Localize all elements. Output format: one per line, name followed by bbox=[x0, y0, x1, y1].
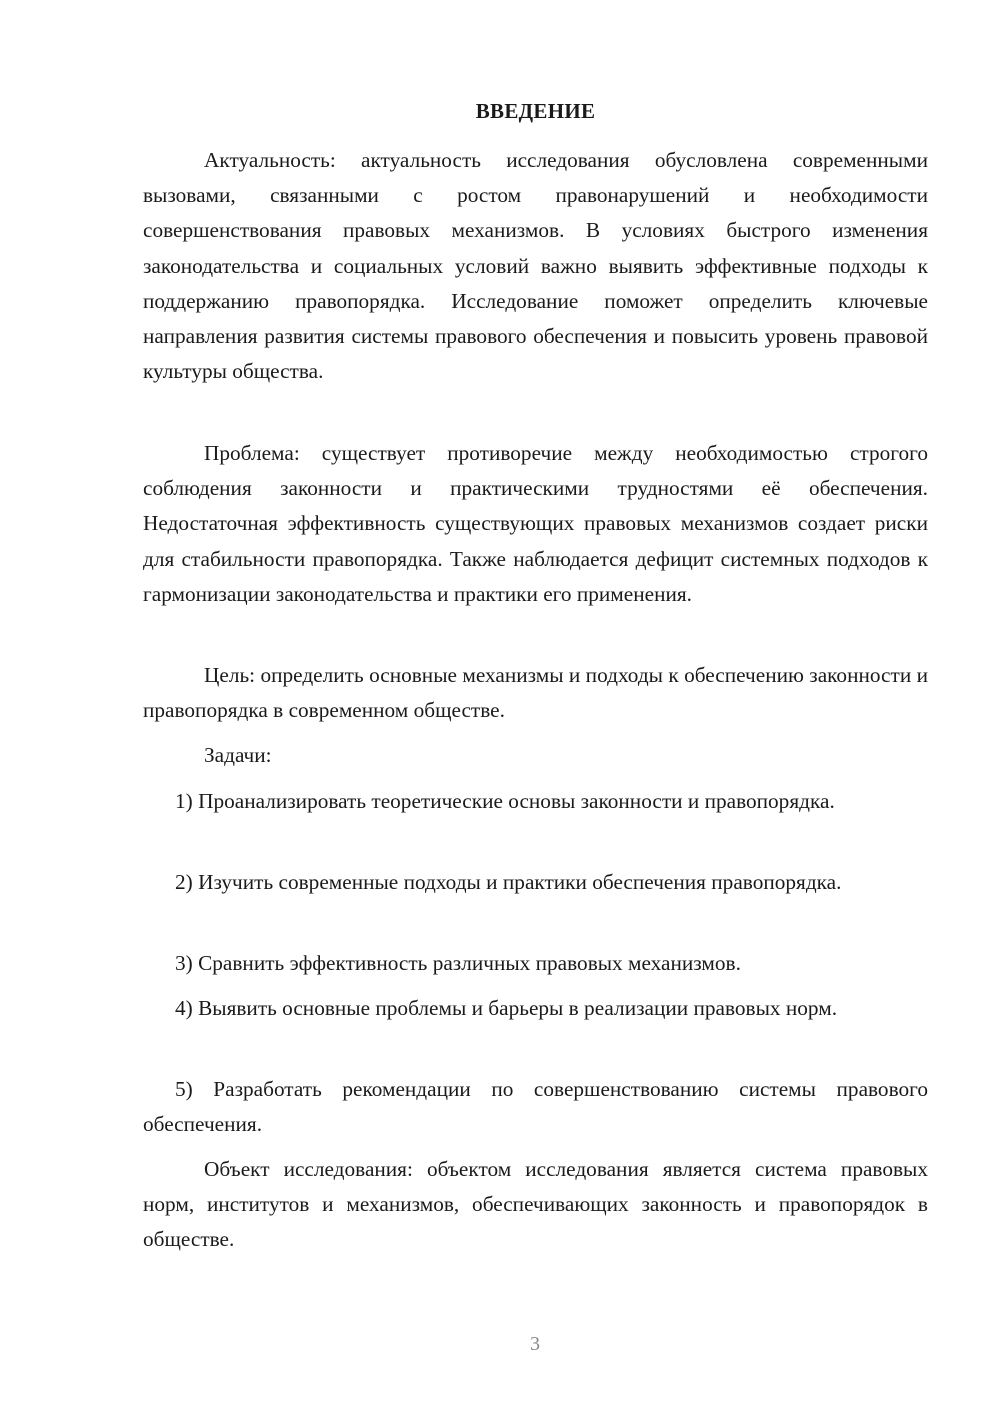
section-title: ВВЕДЕНИЕ bbox=[475, 99, 596, 123]
paragraph-relevance: Актуальность: актуальность исследования обусловлена современными вызовами, связанными с ростом правонарушений и необходимости совершенствования правовых механизмов. В условиях быстрого изменения законодательства и социальных условий важно выявить эффективные подходы к поддержанию правопорядка. Исследование поможет определить ключевые направления развития системы правового обеспечения и повысить уровень правовой культуры общества. bbox=[143, 148, 928, 384]
paragraph-object: Объект исследования: объектом исследования является система правовых норм, институтов и механизмов, обеспечивающих законность и правопорядок в обществе. bbox=[143, 1157, 928, 1252]
task-item-3: 3) Сравнить эффективность различных правовых механизмов. bbox=[175, 951, 741, 975]
task-item-1: 1) Проанализировать теоретические основы законности и правопорядка. bbox=[175, 789, 835, 813]
page-number: 3 bbox=[530, 1333, 540, 1355]
task-item-2: 2) Изучить современные подходы и практики обеспечения правопорядка. bbox=[175, 870, 842, 894]
paragraph-goal: Цель: определить основные механизмы и подходы к обеспечению законности и правопорядка в современном обществе. bbox=[143, 663, 928, 723]
task-item-5: 5) Разработать рекомендации по совершенствованию системы правового обеспечения. bbox=[143, 1077, 928, 1137]
task-item-4: 4) Выявить основные проблемы и барьеры в реализации правовых норм. bbox=[175, 996, 838, 1020]
paragraph-problem: Проблема: существует противоречие между необходимостью строгого соблюдения законности и практическими трудностями её обеспечения. Недостаточная эффективность существующих правовых механизмов создает риски для стабильности правопорядка. Также наблюдается дефицит системных подходов к гармонизации законодательства и практики его применения. bbox=[143, 441, 928, 606]
tasks-heading: Задачи: bbox=[204, 743, 272, 767]
